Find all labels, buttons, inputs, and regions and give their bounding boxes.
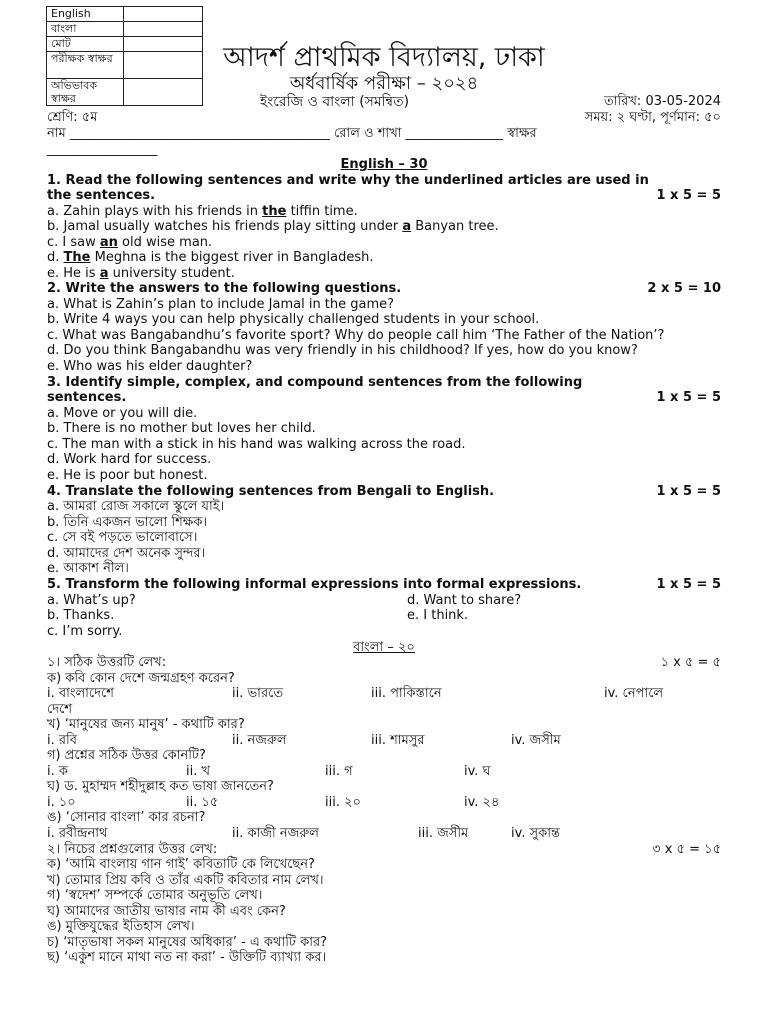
short-question: ঘ) আমাদের জাতীয় ভাষার নাম কী এবং কেন? <box>47 904 286 919</box>
mcq-option: iv. জসীম <box>511 733 561 748</box>
item-text: university student. <box>108 266 235 281</box>
q2-item: c. What was Bangabandhu’s favorite sport? Why do people call him ‘The Father of the Nation’? <box>47 328 665 343</box>
q1-title: 1. Read the following sentences and write why the underlined articles are used in <box>47 173 649 188</box>
mcq-option: ii. ভারতে <box>232 686 284 701</box>
time-marks: সময়: ২ ঘণ্টা, পূর্ণমান: ৫০ <box>584 110 721 125</box>
q3-title: 3. Identify simple, complex, and compound sentences from the following <box>47 375 583 390</box>
bangla-section-heading: বাংলা – ২০ <box>353 640 415 655</box>
q5-item: a. What’s up? <box>47 593 136 608</box>
marks-value <box>124 22 203 37</box>
q2-title: 2. Write the answers to the following questions. <box>47 281 402 296</box>
marks-label: মোট <box>47 37 124 52</box>
exam-name: অর্ধবার্ষিক পরীক্ষা – ২০২৪ <box>289 73 479 94</box>
short-marks: ৩ x ৫ = ১৫ <box>652 842 721 857</box>
item-text: c. I saw <box>47 235 100 250</box>
mcq-title-row <box>47 655 721 671</box>
mcq-option: iii. পাকিস্তানে <box>371 686 442 701</box>
item-text: Meghna is the biggest river in Bangladesh. <box>90 250 374 265</box>
q2-item: d. Do you think Bangabandhu was very friendly in his childhood? If yes, how do you know? <box>47 343 638 358</box>
marks-value <box>124 7 203 22</box>
item-text: Banyan tree. <box>411 219 499 234</box>
mcq-option: i. রবীন্দ্রনাথ <box>47 826 108 841</box>
q5-marks: 1 x 5 = 5 <box>656 577 721 592</box>
q4-title-row <box>47 484 721 500</box>
q1-item <box>47 219 721 235</box>
q1-item <box>47 204 721 220</box>
q3-item: e. He is poor but honest. <box>47 468 208 483</box>
subject-date-row <box>47 94 721 110</box>
q5-row <box>47 593 721 609</box>
q5-item: e. I think. <box>407 608 469 623</box>
q2-item: e. Who was his elder daughter? <box>47 359 253 374</box>
q5-title-row <box>47 577 721 593</box>
short-title-row <box>47 842 721 858</box>
q5-title: 5. Transform the following informal expressions into formal expressions. <box>47 577 582 592</box>
item-text: b. Jamal usually watches his friends play sitting under <box>47 219 403 234</box>
mcq-option: ii. নজরুল <box>232 733 287 748</box>
class-marks-row <box>47 110 721 126</box>
student-info-line: নাম ________________________________________ রোল ও শাখা _______________ স্বাক্ষর <box>47 126 537 141</box>
q4-item: e. আকাশ নীল। <box>47 561 129 576</box>
q4-item: d. আমাদের দেশ অনেক সুন্দর। <box>47 546 206 561</box>
mcq-option: ii. ১৫ <box>186 795 219 810</box>
q1-title-cont-text: the sentences. <box>47 188 156 203</box>
mcq-question: ক) কবি কোন দেশে জন্মগ্রহণ করেন? <box>47 671 235 686</box>
item-text: d. <box>47 250 64 265</box>
short-question: খ) তোমার প্রিয় কবি ও তাঁর একটি কবিতার নাম লেখ। <box>47 873 324 888</box>
mcq-option: i. রবি <box>47 733 77 748</box>
q1-item <box>47 250 721 266</box>
exam-date: তারিখ: 03-05-2024 <box>604 94 721 109</box>
q1-item <box>47 266 721 282</box>
q2-item: b. Write 4 ways you can help physically challenged students in your school. <box>47 312 540 327</box>
q5-item: b. Thanks. <box>47 608 115 623</box>
short-question: চ) ‘মাতৃভাষা সকল মানুষের অধিকার’ - এ কথাটি কার? <box>47 935 328 950</box>
q5-item: c. I’m sorry. <box>47 624 123 639</box>
english-section-heading: English – 30 <box>340 157 428 172</box>
mcq-option: i. ক <box>47 764 68 779</box>
q5-item: d. Want to share? <box>407 593 522 608</box>
mcq-option: i. ১০ <box>47 795 76 810</box>
short-title: ২। নিচের প্রশ্নগুলোর উত্তর লেখ: <box>47 842 218 857</box>
q1-item <box>47 235 721 251</box>
q3-item: a. Move or you will die. <box>47 406 198 421</box>
q4-item: c. সে বই পড়তে ভালোবাসে। <box>47 530 198 545</box>
class-label: শ্রেণি: ৫ম <box>47 110 98 125</box>
q3-item: b. There is no mother but loves her child. <box>47 421 316 436</box>
subject-line: ইংরেজি ও বাংলা (সমন্বিত) <box>260 94 410 110</box>
underlined-article: a <box>99 266 109 281</box>
item-text: old wise man. <box>117 235 213 250</box>
mcq-option-cont: দেশে <box>47 702 73 717</box>
mcq-option: iii. জসীম <box>418 826 469 841</box>
mcq-option: iv. ২৪ <box>464 795 500 810</box>
mcq-option: iii. শামসুর <box>371 733 425 748</box>
item-text: e. He is <box>47 266 100 281</box>
short-question: ঙ) মুক্তিযুদ্ধের ইতিহাস লেখ। <box>47 919 195 934</box>
q3-item: c. The man with a stick in his hand was walking across the road. <box>47 437 466 452</box>
mcq-question: ঘ) ড. মুহাম্মদ শহীদুল্লাহ কত ভাষা জানতেন? <box>47 779 274 794</box>
mcq-title: ১। সঠিক উত্তরটি লেখ: <box>47 655 167 670</box>
q3-title-cont-row <box>47 390 721 406</box>
student-info-line-cont: _________________ <box>47 142 158 157</box>
q3-item: d. Work hard for success. <box>47 452 212 467</box>
marks-label: English <box>47 7 124 22</box>
q4-item: a. আমরা রোজ সকালে স্কুলে যাই। <box>47 499 225 514</box>
item-text: tiffin time. <box>286 204 358 219</box>
q3-marks: 1 x 5 = 5 <box>656 390 721 405</box>
q2-item: a. What is Zahin’s plan to include Jamal in the game? <box>47 297 395 312</box>
school-name: আদর্শ প্রাথমিক বিদ্যালয়, ঢাকা <box>223 42 545 73</box>
mcq-option: iii. গ <box>325 764 353 779</box>
underlined-article: The <box>63 250 91 265</box>
q5-row <box>47 608 721 624</box>
q4-marks: 1 x 5 = 5 <box>656 484 721 499</box>
q4-title: 4. Translate the following sentences from Bengali to English. <box>47 484 495 499</box>
mcq-question: খ) ‘মানুষের জন্য মানুষ’ - কথাটি কার? <box>47 717 245 732</box>
q1-title-cont <box>47 188 721 204</box>
q4-item: b. তিনি একজন ভালো শিক্ষক। <box>47 515 208 530</box>
underlined-article: the <box>262 204 287 219</box>
q1-marks: 1 x 5 = 5 <box>656 188 721 203</box>
marks-label: অভিভাবক স্বাক্ষর <box>47 79 124 106</box>
mcq-option: ii. কাজী নজরুল <box>232 826 319 841</box>
item-text: a. Zahin plays with his friends in <box>47 204 263 219</box>
short-question: ছ) ‘একুশ মানে মাথা নত না করা’ - উক্তিটি ব্যাখ্যা কর। <box>47 950 327 965</box>
marks-row-bangla <box>47 22 203 37</box>
q2-title-row <box>47 281 721 297</box>
short-question: ক) ‘আমি বাংলায় গান গাই’ কবিতাটি কে লিখেছেন? <box>47 857 315 872</box>
mcq-option: iv. নেপালে <box>604 686 664 701</box>
marks-label: পরীক্ষক স্বাক্ষর <box>47 52 124 79</box>
mcq-question: গ) প্রশ্নের সঠিক উত্তর কোনটি? <box>47 748 206 763</box>
mcq-option: i. বাংলাদেশে <box>47 686 114 701</box>
underlined-article: an <box>99 235 118 250</box>
underlined-article: a <box>402 219 412 234</box>
q2-marks: 2 x 5 = 10 <box>647 281 721 296</box>
mcq-option: iv. সুকান্ত <box>511 826 560 841</box>
short-question: গ) ‘স্বদেশ’ সম্পর্কে তোমার অনুভূতি লেখ। <box>47 888 263 903</box>
marks-row-english <box>47 7 203 22</box>
mcq-option: iii. ২০ <box>325 795 362 810</box>
mcq-question: ঙ) ‘সোনার বাংলা’ কার রচনা? <box>47 810 206 825</box>
q3-title-cont: sentences. <box>47 390 127 405</box>
mcq-option: ii. খ <box>186 764 211 779</box>
marks-label: বাংলা <box>47 22 124 37</box>
mcq-option: iv. ঘ <box>464 764 491 779</box>
mcq-marks: ১ x ৫ = ৫ <box>660 655 721 670</box>
